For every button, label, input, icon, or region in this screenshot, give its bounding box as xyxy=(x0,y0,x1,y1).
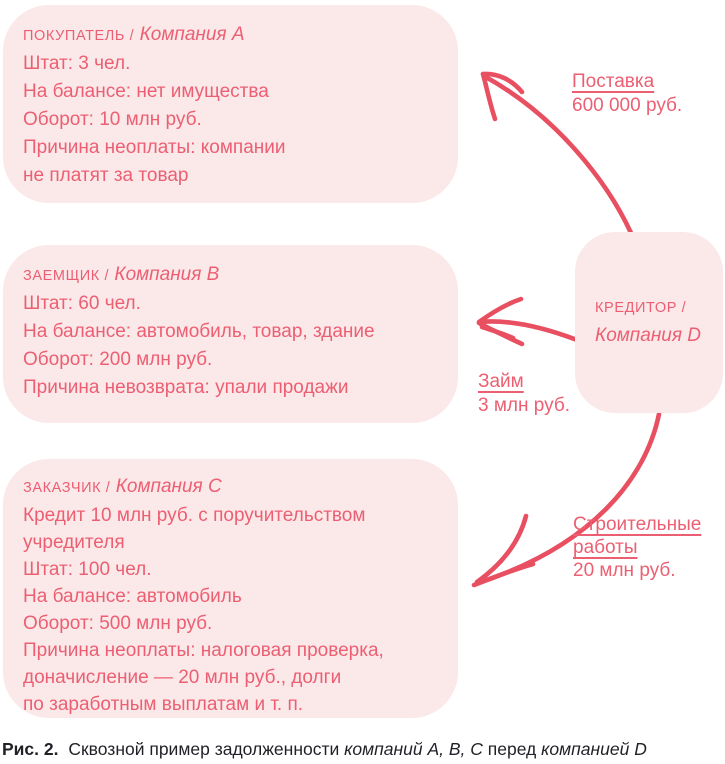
arrow-zaym-head xyxy=(479,323,522,344)
label-zaym-title: Займ xyxy=(478,371,524,392)
company-c-name: Компания C xyxy=(115,476,222,497)
arrow-stroitelnye-head xyxy=(477,516,526,582)
label-stroitelnye xyxy=(573,513,701,582)
label-zaym xyxy=(478,370,570,418)
label-postavka-amount: 600 000 руб. xyxy=(572,95,683,116)
company-a-card xyxy=(3,5,458,203)
company-b-card xyxy=(3,245,458,423)
caption-number: Рис. 2. xyxy=(2,739,59,759)
card-line: Причина неоплаты: налоговая проверка, xyxy=(23,640,384,661)
label-postavka xyxy=(572,70,682,118)
caption-text: перед xyxy=(487,739,537,759)
arrow-zaym-head xyxy=(482,327,513,338)
caption-italic: компаний A, B, C xyxy=(344,739,483,759)
card-line: На балансе: автомобиль, товар, здание xyxy=(23,321,375,342)
caption-italic: компанией D xyxy=(541,739,647,759)
company-a-header xyxy=(23,21,440,50)
arrow-zaym-head xyxy=(479,299,521,322)
card-line: учредителя xyxy=(23,532,125,553)
card-line: Кредит 10 млн руб. с поручительством xyxy=(23,505,366,526)
card-line: На балансе: нет имущества xyxy=(23,81,269,102)
company-b-name: Компания B xyxy=(114,264,220,285)
card-line: Штат: 60 чел. xyxy=(23,293,141,314)
card-line: Оборот: 500 млн руб. xyxy=(23,613,213,634)
card-line: Штат: 3 чел. xyxy=(23,53,131,74)
arrow-stroitelnye-head xyxy=(474,564,533,585)
figure-caption xyxy=(2,739,647,760)
card-line: по заработным выплатам и т. п. xyxy=(23,694,304,715)
card-line: Причина невозврата: упали продажи xyxy=(23,377,349,398)
label-stroitelnye-amount: 20 млн руб. xyxy=(573,560,676,581)
arrow-zaym-shaft xyxy=(480,321,577,340)
caption-text: Сквозной пример задолженности xyxy=(68,739,340,759)
company-b-role: ЗАЕМЩИК / xyxy=(23,268,110,284)
company-b-header xyxy=(23,261,440,290)
arrow-zaym xyxy=(479,299,577,344)
label-postavka-title: Поставка xyxy=(572,71,655,92)
card-line: доначисление — 20 млн руб., долги xyxy=(23,667,342,688)
label-stroitelnye-title-2: работы xyxy=(573,537,638,558)
card-line: Причина неоплаты: компании xyxy=(23,137,286,158)
card-line: Оборот: 200 млн руб. xyxy=(23,349,213,370)
company-d-name: Компания D xyxy=(595,325,701,346)
company-c-header xyxy=(23,473,440,502)
company-c-card xyxy=(3,459,458,718)
card-line: Оборот: 10 млн руб. xyxy=(23,109,202,130)
card-line: На балансе: автомобиль xyxy=(23,586,242,607)
company-d-role: КРЕДИТОР / xyxy=(595,300,687,316)
label-stroitelnye-title-1: Строительные xyxy=(573,514,702,535)
company-a-role: ПОКУПАТЕЛЬ / xyxy=(23,28,135,44)
company-d-card xyxy=(575,232,723,413)
label-zaym-amount: 3 млн руб. xyxy=(478,395,570,416)
card-line: Штат: 100 чел. xyxy=(23,559,152,580)
arrow-postavka-head xyxy=(483,74,495,119)
company-c-role: ЗАКАЗЧИК / xyxy=(23,480,111,496)
company-a-name: Компания A xyxy=(139,24,245,45)
arrow-postavka-head xyxy=(483,74,522,92)
card-line: не платят за товар xyxy=(23,165,189,186)
